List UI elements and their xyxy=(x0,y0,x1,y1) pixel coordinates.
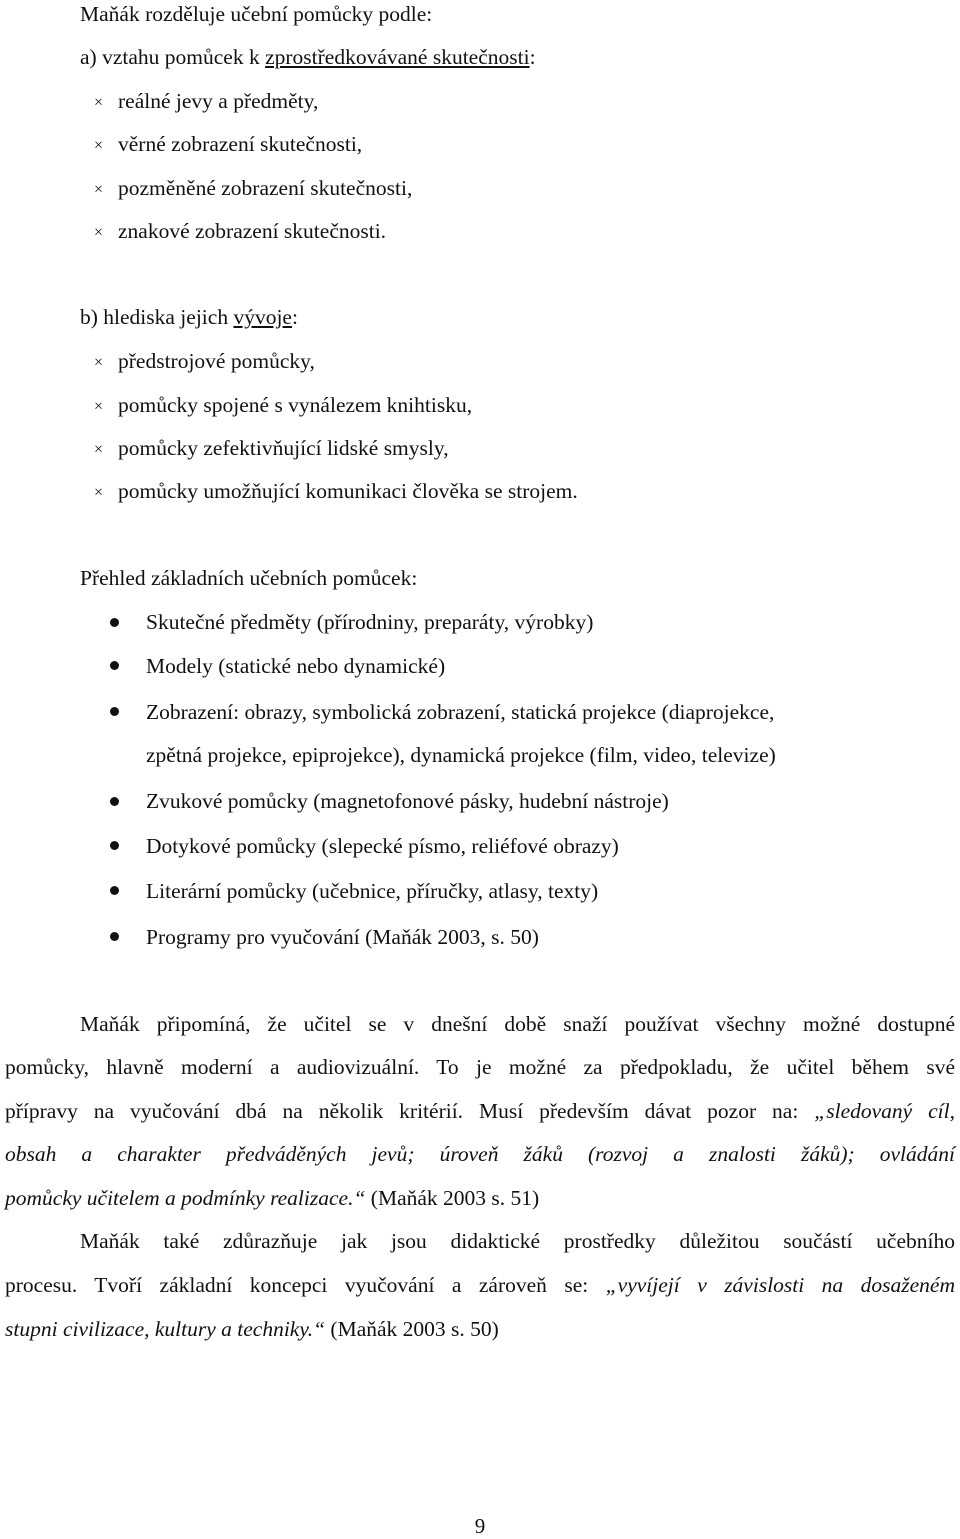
cross-bullet-icon: × xyxy=(94,181,104,198)
overview-item: Zvukové pomůcky (magnetofonové pásky, hudební nástroje) xyxy=(146,789,669,813)
bullet-dot-icon xyxy=(110,618,119,627)
heading-suffix: : xyxy=(291,305,298,329)
list-item xyxy=(94,218,386,246)
paragraph2-line1: Maňák také zdůrazňuje jak jsou didaktické prostředky důležitou součástí učebního xyxy=(80,1229,955,1253)
section-a-heading xyxy=(80,44,536,70)
heading-prefix: a) vztahu pomůcek k xyxy=(80,45,266,69)
p2-plain: procesu. Tvoří základní koncepci vyučování a zároveň se: xyxy=(5,1273,606,1297)
paragraph2-line2 xyxy=(5,1272,955,1298)
p1-quote-start: „sledovaný cíl, xyxy=(814,1099,955,1123)
cross-bullet-icon: × xyxy=(94,398,104,415)
bullet-dot-icon xyxy=(110,707,119,716)
p2-italic-end: stupni civilizace, kultury a techniky. xyxy=(5,1317,314,1341)
cross-bullet-icon: × xyxy=(94,484,104,501)
heading-suffix: : xyxy=(529,45,536,69)
overview-item: Dotykové pomůcky (slepecké písmo, reliéfové obrazy) xyxy=(146,834,619,858)
paragraph1-line3 xyxy=(5,1098,955,1124)
list-item-text: předstrojové pomůcky, xyxy=(118,349,315,373)
p1-italic-line: obsah a charakter předváděných jevů; úroveň žáků (rozvoj a znalosti žáků); ovládání xyxy=(5,1142,955,1166)
p1-closing-quote: “ xyxy=(353,1186,366,1210)
list-item xyxy=(94,435,449,463)
list-item xyxy=(94,348,315,376)
bullet-dot-icon xyxy=(110,932,119,941)
p2-citation: (Maňák 2003 s. 50) xyxy=(325,1317,499,1341)
page-number: 9 xyxy=(474,1514,486,1538)
list-item-text: pomůcky spojené s vynálezem knihtisku, xyxy=(118,393,473,417)
list-item xyxy=(94,478,578,506)
overview-item: Zobrazení: obrazy, symbolická zobrazení, statická projekce (diaprojekce, xyxy=(146,700,775,724)
p1-plain: přípravy na vyučování dbá na několik kritérií. Musí především dávat pozor na: xyxy=(5,1099,815,1123)
overview-item-continuation: zpětná projekce, epiprojekce), dynamická projekce (film, video, televize) xyxy=(146,743,776,767)
p2-quote-start: „vyvíjejí v závislosti na dosaženém xyxy=(605,1273,955,1297)
paragraph1-line4 xyxy=(5,1141,955,1167)
bullet-dot-icon xyxy=(110,841,119,850)
section-b-heading xyxy=(80,304,298,330)
overview-heading: Přehled základních učebních pomůcek: xyxy=(80,566,418,590)
cross-bullet-icon: × xyxy=(94,137,104,154)
cross-bullet-icon: × xyxy=(94,94,104,111)
cross-bullet-icon: × xyxy=(94,224,104,241)
list-item xyxy=(94,88,318,116)
overview-item: Skutečné předměty (přírodniny, preparáty, výrobky) xyxy=(146,610,594,634)
cross-bullet-icon: × xyxy=(94,441,104,458)
heading-underlined: vývoje xyxy=(233,305,292,329)
bullet-dot-icon xyxy=(110,797,119,806)
paragraph2-line3 xyxy=(5,1316,499,1342)
p1-italic-end: pomůcky učitelem a podmínky realizace. xyxy=(5,1186,354,1210)
overview-item: Programy pro vyučování (Maňák 2003, s. 50) xyxy=(146,925,539,949)
paragraph1-line5 xyxy=(5,1185,539,1211)
list-item-text: věrné zobrazení skutečnosti, xyxy=(118,132,363,156)
paragraph1-line1: Maňák připomíná, že učitel se v dnešní době snaží používat všechny možné dostupné xyxy=(80,1012,955,1036)
overview-item: Modely (statické nebo dynamické) xyxy=(146,654,446,678)
paragraph1-line2: pomůcky, hlavně moderní a audiovizuální. To je možné za předpokladu, že učitel během své xyxy=(5,1055,955,1079)
list-item xyxy=(94,392,472,420)
list-item-text: pomůcky zefektivňující lidské smysly, xyxy=(118,436,449,460)
heading-prefix: b) hlediska jejich xyxy=(80,305,234,329)
bullet-dot-icon xyxy=(110,886,119,895)
p1-citation: (Maňák 2003 s. 51) xyxy=(365,1186,540,1210)
intro-line: Maňák rozděluje učební pomůcky podle: xyxy=(80,2,433,26)
cross-bullet-icon: × xyxy=(94,354,104,371)
list-item xyxy=(94,131,362,159)
list-item xyxy=(94,175,412,203)
list-item-text: znakové zobrazení skutečnosti. xyxy=(118,219,387,243)
overview-item: Literární pomůcky (učebnice, příručky, atlasy, texty) xyxy=(146,879,599,903)
heading-underlined: zprostředkovávané skutečnosti xyxy=(265,45,530,69)
bullet-dot-icon xyxy=(110,661,119,670)
list-item-text: pozměněné zobrazení skutečnosti, xyxy=(118,176,413,200)
list-item-text: pomůcky umožňující komunikaci člověka se strojem. xyxy=(118,479,578,503)
list-item-text: reálné jevy a předměty, xyxy=(118,89,319,113)
p2-closing-quote: “ xyxy=(313,1317,326,1341)
